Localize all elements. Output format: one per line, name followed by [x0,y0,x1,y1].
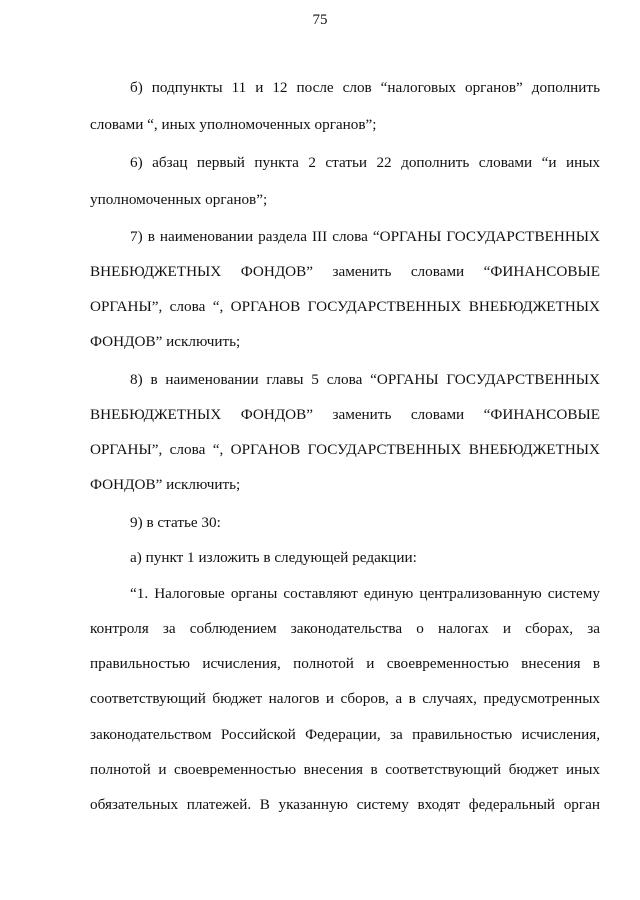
text-line: ВНЕБЮДЖЕТНЫХ ФОНДОВ” заменить словами “ФИНАНСОВЫЕ [90,263,600,280]
text-line: ОРГАНЫ”, слова “, ОРГАНОВ ГОСУДАРСТВЕННЫХ ВНЕБЮДЖЕТНЫХ [90,441,600,458]
page-number: 75 [312,12,328,28]
text-line: контроля за соблюдением законодательства о налогах и сборах, за [90,620,600,637]
text-line: а) пункт 1 изложить в следующей редакции: [130,549,417,566]
text-line: ВНЕБЮДЖЕТНЫХ ФОНДОВ” заменить словами “ФИНАНСОВЫЕ [90,406,600,423]
text-line: 9) в статье 30: [130,514,221,531]
text-line: уполномоченных органов”; [90,191,268,208]
text-line: соответствующий бюджет налогов и сборов, а в случаях, предусмотренных [90,690,600,707]
text-line: ОРГАНЫ”, слова “, ОРГАНОВ ГОСУДАРСТВЕННЫХ ВНЕБЮДЖЕТНЫХ [90,298,600,315]
text-line: правильностью исчисления, полнотой и своевременностью внесения в [90,655,600,672]
text-line: б) подпункты 11 и 12 после слов “налоговых органов” дополнить [130,79,600,96]
text-line: 7) в наименовании раздела III слова “ОРГАНЫ ГОСУДАРСТВЕННЫХ [130,228,600,245]
text-line: ФОНДОВ” исключить; [90,476,241,493]
text-line: словами “, иных уполномоченных органов”; [90,116,377,133]
text-line: 6) абзац первый пункта 2 статьи 22 дополнить словами “и иных [130,154,600,171]
text-line: полнотой и своевременностью внесения в соответствующий бюджет иных [90,761,600,778]
text-line: обязательных платежей. В указанную систему входят федеральный орган [90,796,600,813]
text-line: 8) в наименовании главы 5 слова “ОРГАНЫ ГОСУДАРСТВЕННЫХ [130,371,600,388]
text-line: законодательством Российской Федерации, за правильностью исчисления, [90,726,600,743]
text-line: ФОНДОВ” исключить; [90,333,241,350]
text-line: “1. Налоговые органы составляют единую централизованную систему [130,585,600,602]
